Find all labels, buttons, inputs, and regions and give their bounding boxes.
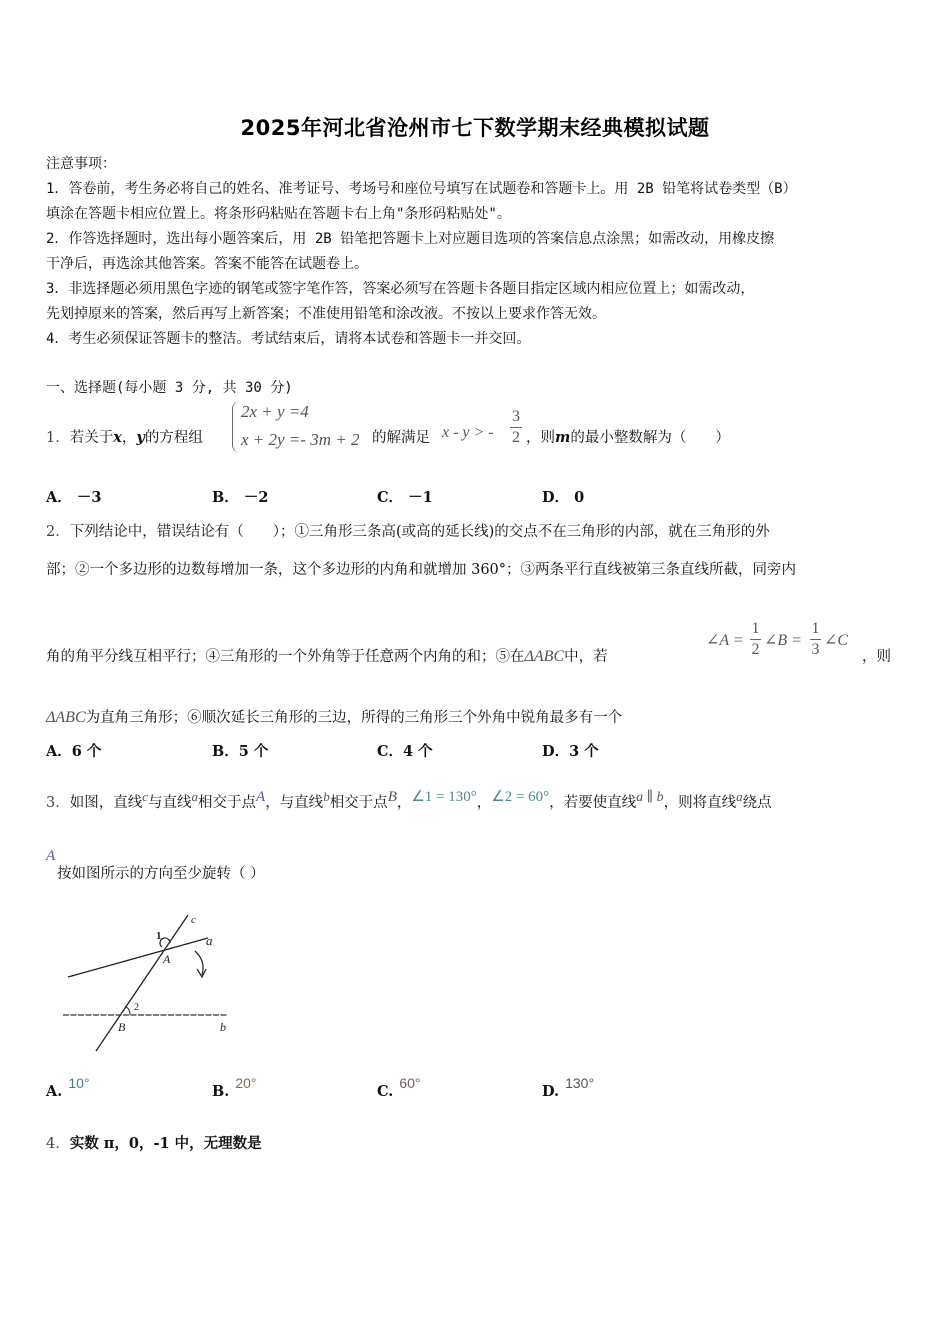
notice-line: 填涂在答题卡相应位置上。将条形码粘贴在答题卡右上角"条形码粘贴处"。 [46,206,511,222]
var-m: m [555,429,571,446]
equation-brace [232,401,241,453]
numerator: 3 [512,408,520,425]
question-number: 3． [46,794,70,811]
line-c-label: c [142,789,149,804]
question-number: 2． [46,524,70,540]
question-text: 绕点 [742,794,772,811]
question-text: 如图，直线 [69,794,143,811]
point-a-label: A [256,789,266,805]
question-text: 相交于点 [198,794,257,811]
question-text: 的最小整数解为（ ） [570,430,730,446]
line-a-label: a [736,789,743,804]
var-y: y [136,429,145,446]
question-text: 若关于 [69,430,114,446]
angle-a: ∠A = [706,632,744,649]
question-text: ，则 [526,430,555,446]
notice-heading: 注意事项： [46,156,116,172]
question-text: 角的角平分线互相平行；④三角形的一个外角等于任意两个内角的和；⑤在 [46,649,525,665]
option-d[interactable]: D. 130° [542,1075,595,1100]
option-b[interactable]: B. 20° [212,1075,257,1100]
condition-text: 的解满足 [372,430,430,446]
question-text: 的方程组 [144,430,203,446]
question-text: ，则 [862,649,891,665]
question-text: 实数 π，0，-1 中，无理数是 [69,1135,262,1152]
option-a[interactable]: A. 10° [46,1075,90,1100]
question-2-line-2: 部；②一个多边形的边数每增加一条，这个多边形的内角和就增加 360°；③两条平行直线被第三条直线所截，同旁内 [46,562,797,578]
angle-1-value: ∠1 = 130° [411,789,477,805]
question-2-line-3 [46,645,608,666]
label-point-a: A [163,952,171,966]
question-number: 4． [46,1136,70,1152]
fraction-1-2 [750,620,761,659]
question-text: ， [476,794,492,811]
parallel-expr: a ∥ b [636,790,664,805]
label-point-b: B [118,1020,126,1034]
question-number: 1． [46,430,70,446]
question-text: 与直线 [148,794,192,811]
option-c[interactable]: C．4 个 [377,743,433,760]
question-text: ，与直线 [265,794,324,811]
label-angle-2: 2 [134,1002,139,1013]
denominator: 3 [811,641,820,658]
question-text: 为直角三角形；⑥顺次延长三角形的三边，所得的三角形三个外角中锐角最多有一个 [85,710,623,726]
question-1-tail [526,426,730,447]
question-text: ， [396,794,412,811]
notice-line: 干净后，再选涂其他答案。答案不能答在试题卷上。 [46,256,368,272]
notice-line: 4．考生必须保证答题卡的整洁。考试结束后，请将本试卷和答题卡一并交回。 [46,331,531,347]
option-a[interactable]: A．6 个 [46,743,102,760]
label-a: a [206,933,213,948]
equation-2: x + 2y =- 3m + 2 [241,430,360,449]
notice-line: 2．作答选择题时，选出每小题答案后，用 2B 铅笔把答题卡上对应题目选项的答案信息点涂黑；如需改动，用橡皮擦 [46,231,775,247]
question-3-line-1 [46,787,772,812]
notice-line: 3．非选择题必须用黑色字迹的钢笔或签字笔作答，答案必须写在答题卡各题目指定区域内相应位置上；如需改动， [46,281,755,297]
option-b[interactable]: B． －2 [212,489,269,506]
numerator: 1 [811,620,820,637]
triangle-abc: ΔABC [524,648,565,665]
angle-c: ∠C [824,632,849,649]
question-2-line-1 [46,520,770,541]
section-heading: 一、选择题(每小题 3 分, 共 30 分) [46,380,293,396]
option-d[interactable]: D． 0 [542,489,585,506]
fraction-3-2 [510,408,522,447]
lines-diagram [58,905,243,1055]
question-3-line-2: 按如图所示的方向至少旋转（ ） [57,866,265,882]
option-c[interactable]: C. 60° [377,1075,421,1100]
point-a-label: A [46,848,56,864]
question-1 [46,426,203,447]
label-b: b [220,1020,226,1034]
point-b-label: B [387,789,397,805]
fraction-1-3 [810,620,821,659]
line-a-label: a [191,789,199,804]
question-text: 相交于点 [329,794,388,811]
denominator: 2 [751,641,760,658]
var-x: x [113,429,122,446]
question-2-line-4 [46,706,622,727]
denominator: 2 [512,429,520,446]
condition-lhs: x - y > - [442,424,494,441]
page-title: 2025年河北省沧州市七下数学期末经典模拟试题 [240,116,710,140]
option-a[interactable]: A． －3 [46,489,102,506]
geometry-figure [58,905,243,1055]
option-d[interactable]: D．3 个 [542,743,599,760]
option-b[interactable]: B．5 个 [212,743,269,760]
question-4 [46,1132,262,1153]
triangle-abc: ΔABC [46,709,86,726]
option-c[interactable]: C． －1 [377,489,433,506]
angle-2-value: ∠2 = 60° [491,789,550,805]
numerator: 1 [751,620,760,637]
question-text: ，则将直线 [663,794,737,811]
line-b-label: b [323,789,330,804]
question-text: ，若要使直线 [549,794,637,811]
notice-line: 先划掉原来的答案，然后再写上新答案；不准使用铅笔和涂改液。不按以上要求作答无效。 [46,306,606,322]
question-text: 中，若 [564,649,608,665]
equation-1: 2x + y =4 [241,402,309,421]
notice-line: 1．答卷前，考生务必将自己的姓名、准考证号、考场号和座位号填写在试题卷和答题卡上。用 2B 铅笔将试卷类型（B） [46,181,797,197]
question-text: 下列结论中，错误结论有（ ）；①三角形三条高(或高的延长线)的交点不在三角形的内部，就在三角形的外 [69,524,770,540]
label-angle-1: 1 [156,930,162,942]
separator: ， [121,430,137,446]
angle-b: ∠B = [764,632,802,649]
label-c: c [191,914,196,926]
